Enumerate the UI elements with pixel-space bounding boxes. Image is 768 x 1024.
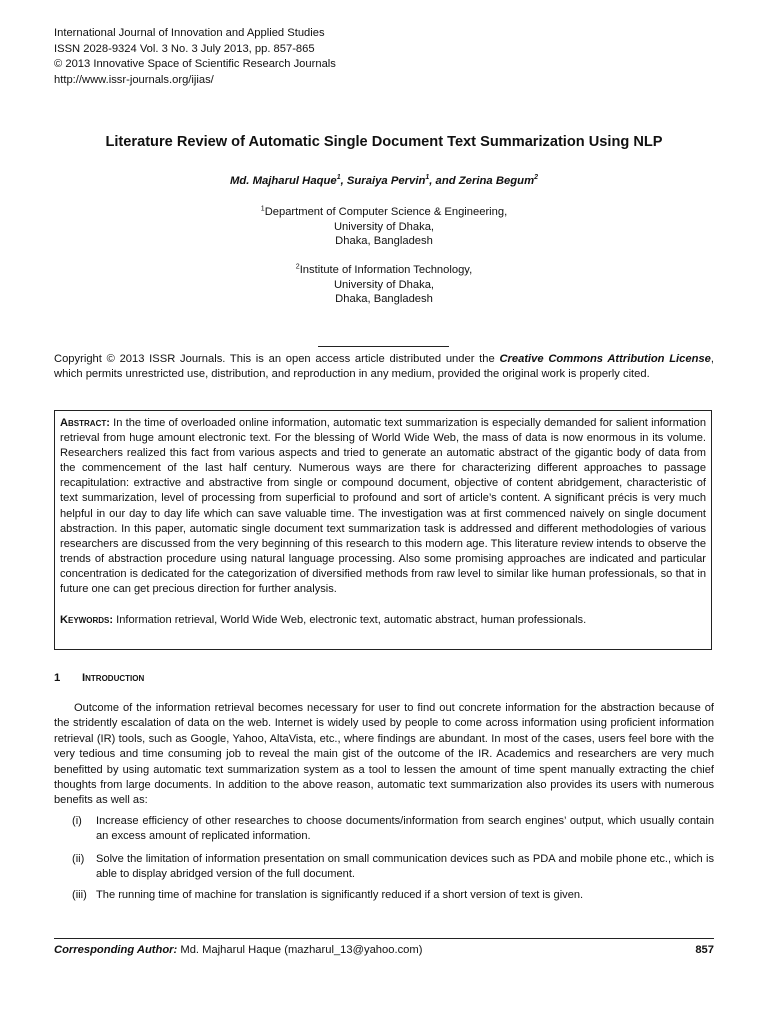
affiliation-1 xyxy=(54,205,714,249)
affiliation-number: 1 xyxy=(260,205,265,213)
author-affiliation-mark: 1 xyxy=(336,174,341,182)
journal-copyright: © 2013 Innovative Space of Scientific Research Journals xyxy=(54,58,336,71)
corresponding-author: Md. Majharul Haque (mazharul_13@yahoo.com) xyxy=(180,944,423,956)
list-item xyxy=(72,888,714,903)
list-item-label: (i) xyxy=(72,815,82,827)
affiliation-line: Dhaka, Bangladesh xyxy=(335,293,433,306)
paper-page xyxy=(54,0,714,1024)
list-item-text: Increase efficiency of other researches to choose documents/information from search engines’ output, which usually contain an excess amount of replicated information. xyxy=(96,815,714,843)
author-name: Md. Majharul Haque xyxy=(229,175,337,187)
affiliation-line: University of Dhaka, xyxy=(333,278,435,291)
section-heading xyxy=(54,672,144,684)
abstract-label: Abstract: xyxy=(60,417,110,429)
list-item xyxy=(72,852,714,882)
list-item-label: (iii) xyxy=(72,889,87,901)
affiliation-line: Institute of Information Technology, xyxy=(299,264,473,276)
affiliation-2 xyxy=(54,263,714,307)
abstract xyxy=(60,416,706,597)
journal-url[interactable]: http://www.issr-journals.org/ijias/ xyxy=(54,73,214,86)
section-number: 1 xyxy=(54,672,61,684)
keywords-label: Keywords: xyxy=(60,614,114,627)
footer-divider xyxy=(54,938,714,939)
affiliation-line: Department of Computer Science & Engineering, xyxy=(264,206,508,218)
abstract-text: In the time of overloaded online information, automatic text summarization is especially demanded for salient information retrieval from huge amount electronic text. For the blessing of World Wide Web, the mass of data is now enormous in its volume. Researchers realized this fact from various aspects and tried to generate an automatic abstract of the gigantic body of data from the commencement of the last half century. Numerous ways are there for characterizing different approaches to passage recapitulation: extractive and abstractive from single or compound document, objective of content abridgement, characteristic of text summarization, level of processing from superficial to profound and sort of article’s content. A significant précis is very much helpful in our day to day life which can save valuable time. The investigation was at first commenced naively on single document abstraction. In this paper, automatic single document text summarization task is addressed and different methodologies of various researchers are discussed from the very beginning of this research to this modern age. This literature review intends to observe the trends of abstraction procedure using natural language processing. Also some promising approaches are indicated and particular concentration is dedicated for the categorization of diversified methods from raw level to similar like human professionals, so that in future one can get precious direction for further analysis. xyxy=(60,417,706,596)
abstract-box xyxy=(54,410,712,650)
author-affiliation-mark: 2 xyxy=(534,174,539,182)
paper-title: Literature Review of Automatic Single Document Text Summarization Using NLP xyxy=(105,134,663,150)
page-footer xyxy=(54,944,714,956)
author-separator: , and xyxy=(429,175,459,187)
author-affiliation-mark: 1 xyxy=(425,174,430,182)
list-item xyxy=(72,814,714,844)
author-name: Suraiya Pervin xyxy=(346,175,426,187)
license-name[interactable]: Creative Commons Attribution License xyxy=(499,353,711,365)
list-item-label: (ii) xyxy=(72,853,85,865)
list-item-text: The running time of machine for translation is significantly reduced if a short version of text is given. xyxy=(96,889,584,901)
journal-issn: ISSN 2028-9324 Vol. 3 No. 3 July 2013, pp. 857-865 xyxy=(54,42,315,55)
author-name: Zerina Begum xyxy=(458,175,535,187)
list-item-text: Solve the limitation of information presentation on small communication devices such as PDA and mobile phone etc., which is able to display abridged version of the full document. xyxy=(96,853,714,881)
author-separator: , xyxy=(340,175,347,187)
divider-short xyxy=(318,346,449,347)
keywords xyxy=(60,613,706,628)
author-list xyxy=(54,175,714,187)
intro-paragraph: Outcome of the information retrieval becomes necessary for user to find out concrete information for the abstraction because of the stridently escalation of data on the web. Internet is widely used by people to come across information using proficient information retrieval (IR) tools, such as Google, Yahoo, AltaVista, etc., where findings are abundant. In most of the cases, users feel bore with the very tedious and time consuming job to reveal the main gist of the outcome of the IR. Academics and researchers are very much benefitted by using automatic text summarization system as a tool to lessen the amount of time spent manually extracting the chief thoughts from large documents. In addition to the above reason, automatic text summarization also provides its users with numerous benefits as well as: xyxy=(54,702,714,807)
keywords-text: Information retrieval, World Wide Web, electronic text, automatic abstract, human professionals. xyxy=(116,614,587,627)
affiliation-number: 2 xyxy=(295,263,300,271)
journal-name: International Journal of Innovation and Applied Studies xyxy=(54,27,325,39)
copyright-notice: Copyright © 2013 ISSR Journals. This is an open access article distributed under the Creative Commons Attribution License, which permits unrestricted use, distribution, and reproduction in any medium, provided the original work is properly cited. xyxy=(54,353,714,381)
section-title: Introduction xyxy=(82,672,145,684)
affiliation-line: University of Dhaka, xyxy=(333,220,435,233)
corresponding-author-label: Corresponding Author: xyxy=(54,944,178,956)
page-number: 857 xyxy=(695,944,714,956)
affiliation-line: Dhaka, Bangladesh xyxy=(335,235,433,248)
journal-header xyxy=(54,26,336,88)
